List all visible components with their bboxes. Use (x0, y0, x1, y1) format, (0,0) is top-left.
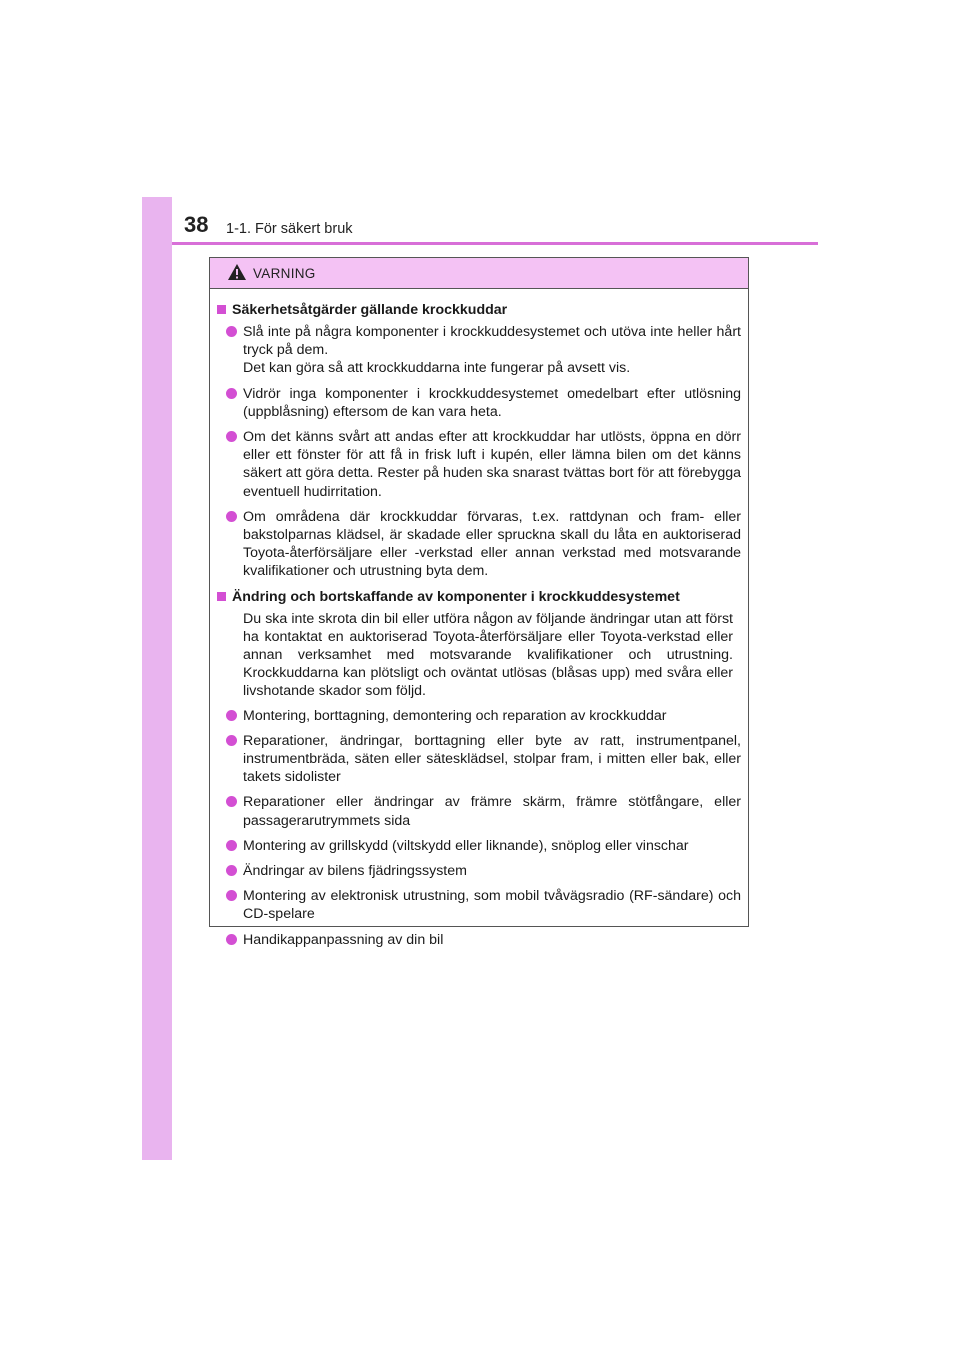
list-item: Reparationer, ändringar, borttagning eller byte av ratt, instrumentpanel, instrumentbräda, säten eller sätesklädsel, stolpar fram, i mitten eller bak, eller takets sidolister (217, 732, 741, 787)
header-rule (172, 242, 818, 245)
list-item: Om områdena där krockkuddar förvaras, t.ex. rattdynan och fram- eller bakstolparnas klädsel, är skadade eller spruckna skall du låta en auktoriserad Toyota-återförsäljare eller -verkstad eller annan verkstad med motsvarande kvalifikationer och utrustning byta dem. (217, 508, 741, 581)
warning-header (210, 258, 748, 289)
page-number: 38 (184, 212, 209, 237)
section-intro: Du ska inte skrota din bil eller utföra någon av följande ändringar utan att först ha kontaktat en auktoriserad Toyota-återförsäljare eller Toyota-verkstad eller annan verksamhet med motsvarande kvalifikationer och utrustning. Krockkuddarna kan plötsligt och oväntat utlösas (blåsas upp) med svåra eller livshotande skador som följd. (243, 610, 733, 700)
round-bullet-icon (226, 511, 237, 522)
warning-title: VARNING (253, 266, 316, 281)
warning-box (209, 257, 749, 948)
section-heading: Ändring och bortskaffande av komponenter i krockkuddesystemet (217, 588, 741, 606)
list-item: Slå inte på några komponenter i krockkuddesystemet och utöva inte heller hårt tryck på dem. Det kan göra så att krockkuddarna inte fungerar på avsett vis. (217, 323, 741, 378)
square-bullet-icon (217, 592, 226, 601)
square-bullet-icon (217, 305, 226, 314)
list-item: Reparationer eller ändringar av främre skärm, främre stötfångare, eller passagerarutrymmets sida (217, 793, 741, 829)
list-item: Handikappanpassning av din bil (217, 931, 741, 949)
list-item: Montering av elektronisk utrustning, som mobil tvåvägsradio (RF-sändare) och CD-spelare (217, 887, 741, 923)
list-item: Montering, borttagning, demontering och reparation av krockkuddar (217, 707, 741, 725)
round-bullet-icon (226, 326, 237, 337)
list-item: Om det känns svårt att andas efter att krockkuddar har utlösts, öppna en dörr eller ett fönster för att få in frisk luft i kupén, eller lämna bilen om det känns säkert att göra detta. Rester på huden ska snarast tvättas bort för att förebygga eventuell hudirritation. (217, 428, 741, 501)
round-bullet-icon (226, 710, 237, 721)
warning-body (210, 289, 748, 949)
list-item: Vidrör inga komponenter i krockkuddesystemet omedelbart efter utlösning (uppblåsning) eftersom de kan vara heta. (217, 385, 741, 421)
round-bullet-icon (226, 431, 237, 442)
list-item: Montering av grillskydd (viltskydd eller liknande), snöplog eller vinschar (217, 837, 741, 855)
section-heading: Säkerhetsåtgärder gällande krockkuddar (217, 301, 741, 319)
round-bullet-icon (226, 735, 237, 746)
list-item: Ändringar av bilens fjädringssystem (217, 862, 741, 880)
section-title: 1-1. För säkert bruk (226, 221, 353, 237)
round-bullet-icon (226, 796, 237, 807)
warning-triangle-icon (227, 263, 247, 281)
round-bullet-icon (226, 890, 237, 901)
round-bullet-icon (226, 934, 237, 945)
round-bullet-icon (226, 388, 237, 399)
round-bullet-icon (226, 840, 237, 851)
round-bullet-icon (226, 865, 237, 876)
side-tab-strip (142, 197, 172, 1160)
